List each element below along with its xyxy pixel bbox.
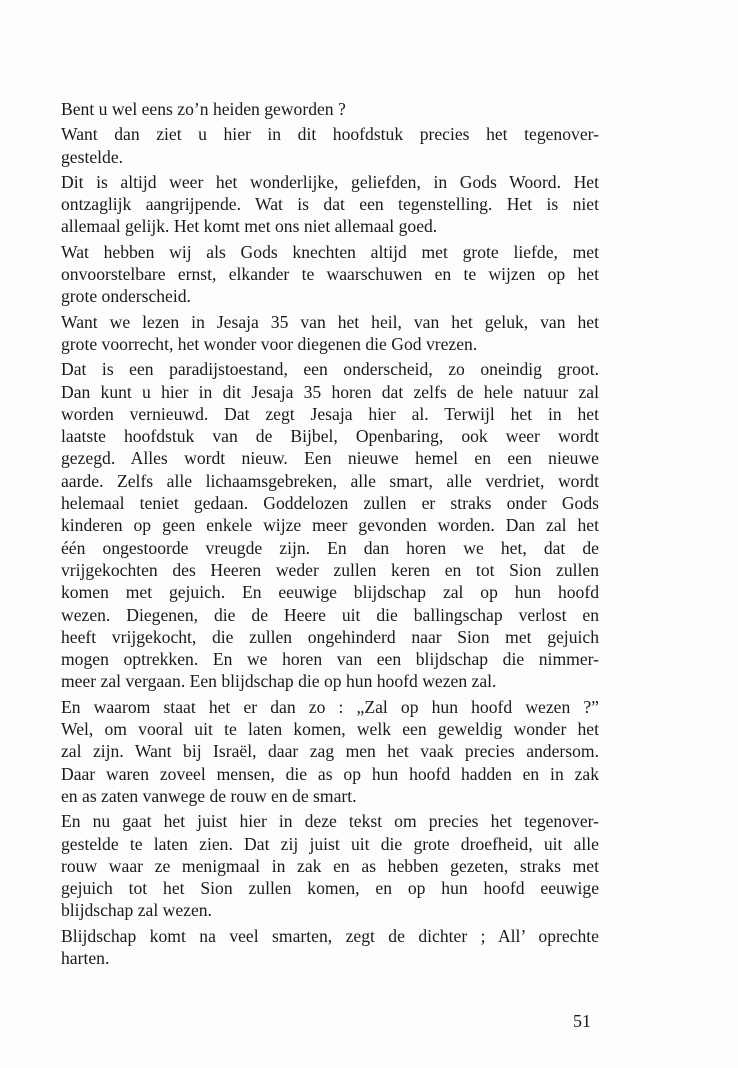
text-line: Wat hebben wij als Gods knechten altijd met grote liefde, met — [61, 241, 599, 262]
text-line: Dat is een paradijstoestand, een onderscheid, zo oneindig groot. — [61, 359, 599, 380]
paragraph — [61, 241, 599, 308]
text-line: harten. — [61, 947, 110, 968]
paragraph — [61, 123, 599, 168]
text-line: grote onderscheid. — [61, 286, 191, 307]
text-line: Blijdschap komt na veel smarten, zegt de dichter ; All’ oprechte — [61, 925, 599, 946]
text-line: helemaal teniet gedaan. Goddelozen zullen er straks onder Gods — [61, 493, 599, 514]
text-line: en as zaten vanwege de rouw en de smart. — [61, 785, 357, 806]
text-line: Dan kunt u hier in dit Jesaja 35 horen dat zelfs de hele natuur zal — [61, 381, 599, 402]
text-line: ontzaglijk aangrijpende. Wat is dat een tegenstelling. Het is niet — [61, 194, 599, 215]
text-line: heeft vrijgekocht, die zullen ongehinderd naar Sion met gejuich — [61, 626, 599, 647]
paragraph — [61, 696, 599, 807]
text-line: vrijgekochten des Heeren weder zullen keren en tot Sion zullen — [61, 559, 599, 580]
text-line: zal zijn. Want bij Israël, daar zag men het vaak precies andersom. — [61, 741, 599, 762]
text-line: Bent u wel eens zo’n heiden geworden ? — [61, 99, 346, 119]
text-line: allemaal gelijk. Het komt met ons niet allemaal goed. — [61, 216, 438, 237]
text-line: blijdschap zal wezen. — [61, 900, 212, 921]
text-line: gestelde. — [61, 146, 124, 167]
paragraph — [61, 810, 599, 921]
text-line: gejuich tot het Sion zullen komen, en op hun hoofd eeuwige — [61, 878, 599, 899]
body-text — [61, 98, 599, 972]
text-line: onvoorstelbare ernst, elkander te waarschuwen en te wijzen op het — [61, 264, 599, 285]
text-line: gezegd. Alles wordt nieuw. Een nieuwe hemel en een nieuwe — [61, 448, 599, 469]
paragraph — [61, 171, 599, 238]
text-line: mogen optrekken. En we horen van een blijdschap die nimmer- — [61, 649, 599, 670]
text-line: Dit is altijd weer het wonderlijke, geliefden, in Gods Woord. Het — [61, 171, 599, 192]
text-line: rouw waar ze menigmaal in zak en as hebben gezeten, straks met — [61, 855, 599, 876]
text-line: gestelde te laten zien. Dat zij juist uit die grote droefheid, uit alle — [61, 833, 599, 854]
text-line: worden vernieuwd. Dat zegt Jesaja hier al. Terwijl het in het — [61, 403, 599, 424]
text-line: Want dan ziet u hier in dit hoofdstuk precies het tegenover- — [61, 124, 599, 145]
text-line: wezen. Diegenen, die de Heere uit die ballingschap verlost en — [61, 604, 599, 625]
paragraph — [61, 311, 599, 356]
text-line: komen met gejuich. En eeuwige blijdschap zal op hun hoofd — [61, 582, 599, 603]
paragraph — [61, 98, 599, 120]
paragraph — [61, 358, 599, 692]
text-line: laatste hoofdstuk van de Bijbel, Openbaring, ook weer wordt — [61, 426, 599, 447]
text-line: aarde. Zelfs alle lichaamsgebreken, alle smart, alle verdriet, wordt — [61, 470, 599, 491]
text-line: grote voorrecht, het wonder voor diegenen die God vrezen. — [61, 333, 478, 354]
text-line: Want we lezen in Jesaja 35 van het heil, van het geluk, van het — [61, 311, 599, 332]
text-line: meer zal vergaan. Een blijdschap die op hun hoofd wezen zal. — [61, 671, 497, 692]
page-number: 51 — [573, 1011, 591, 1031]
text-line: Daar waren zoveel mensen, die as op hun hoofd hadden en in zak — [61, 763, 599, 784]
paragraph — [61, 925, 599, 970]
text-line: En waarom staat het er dan zo : „Zal op hun hoofd wezen ?” — [61, 696, 599, 717]
text-line: één ongestoorde vreugde zijn. En dan horen we het, dat de — [61, 537, 599, 558]
text-line: Wel, om vooral uit te laten komen, welk een geweldig wonder het — [61, 719, 599, 740]
text-line: En nu gaat het juist hier in deze tekst om precies het tegenover- — [61, 811, 599, 832]
text-line: kinderen op geen enkele wijze meer gevonden worden. Dan zal het — [61, 515, 599, 536]
